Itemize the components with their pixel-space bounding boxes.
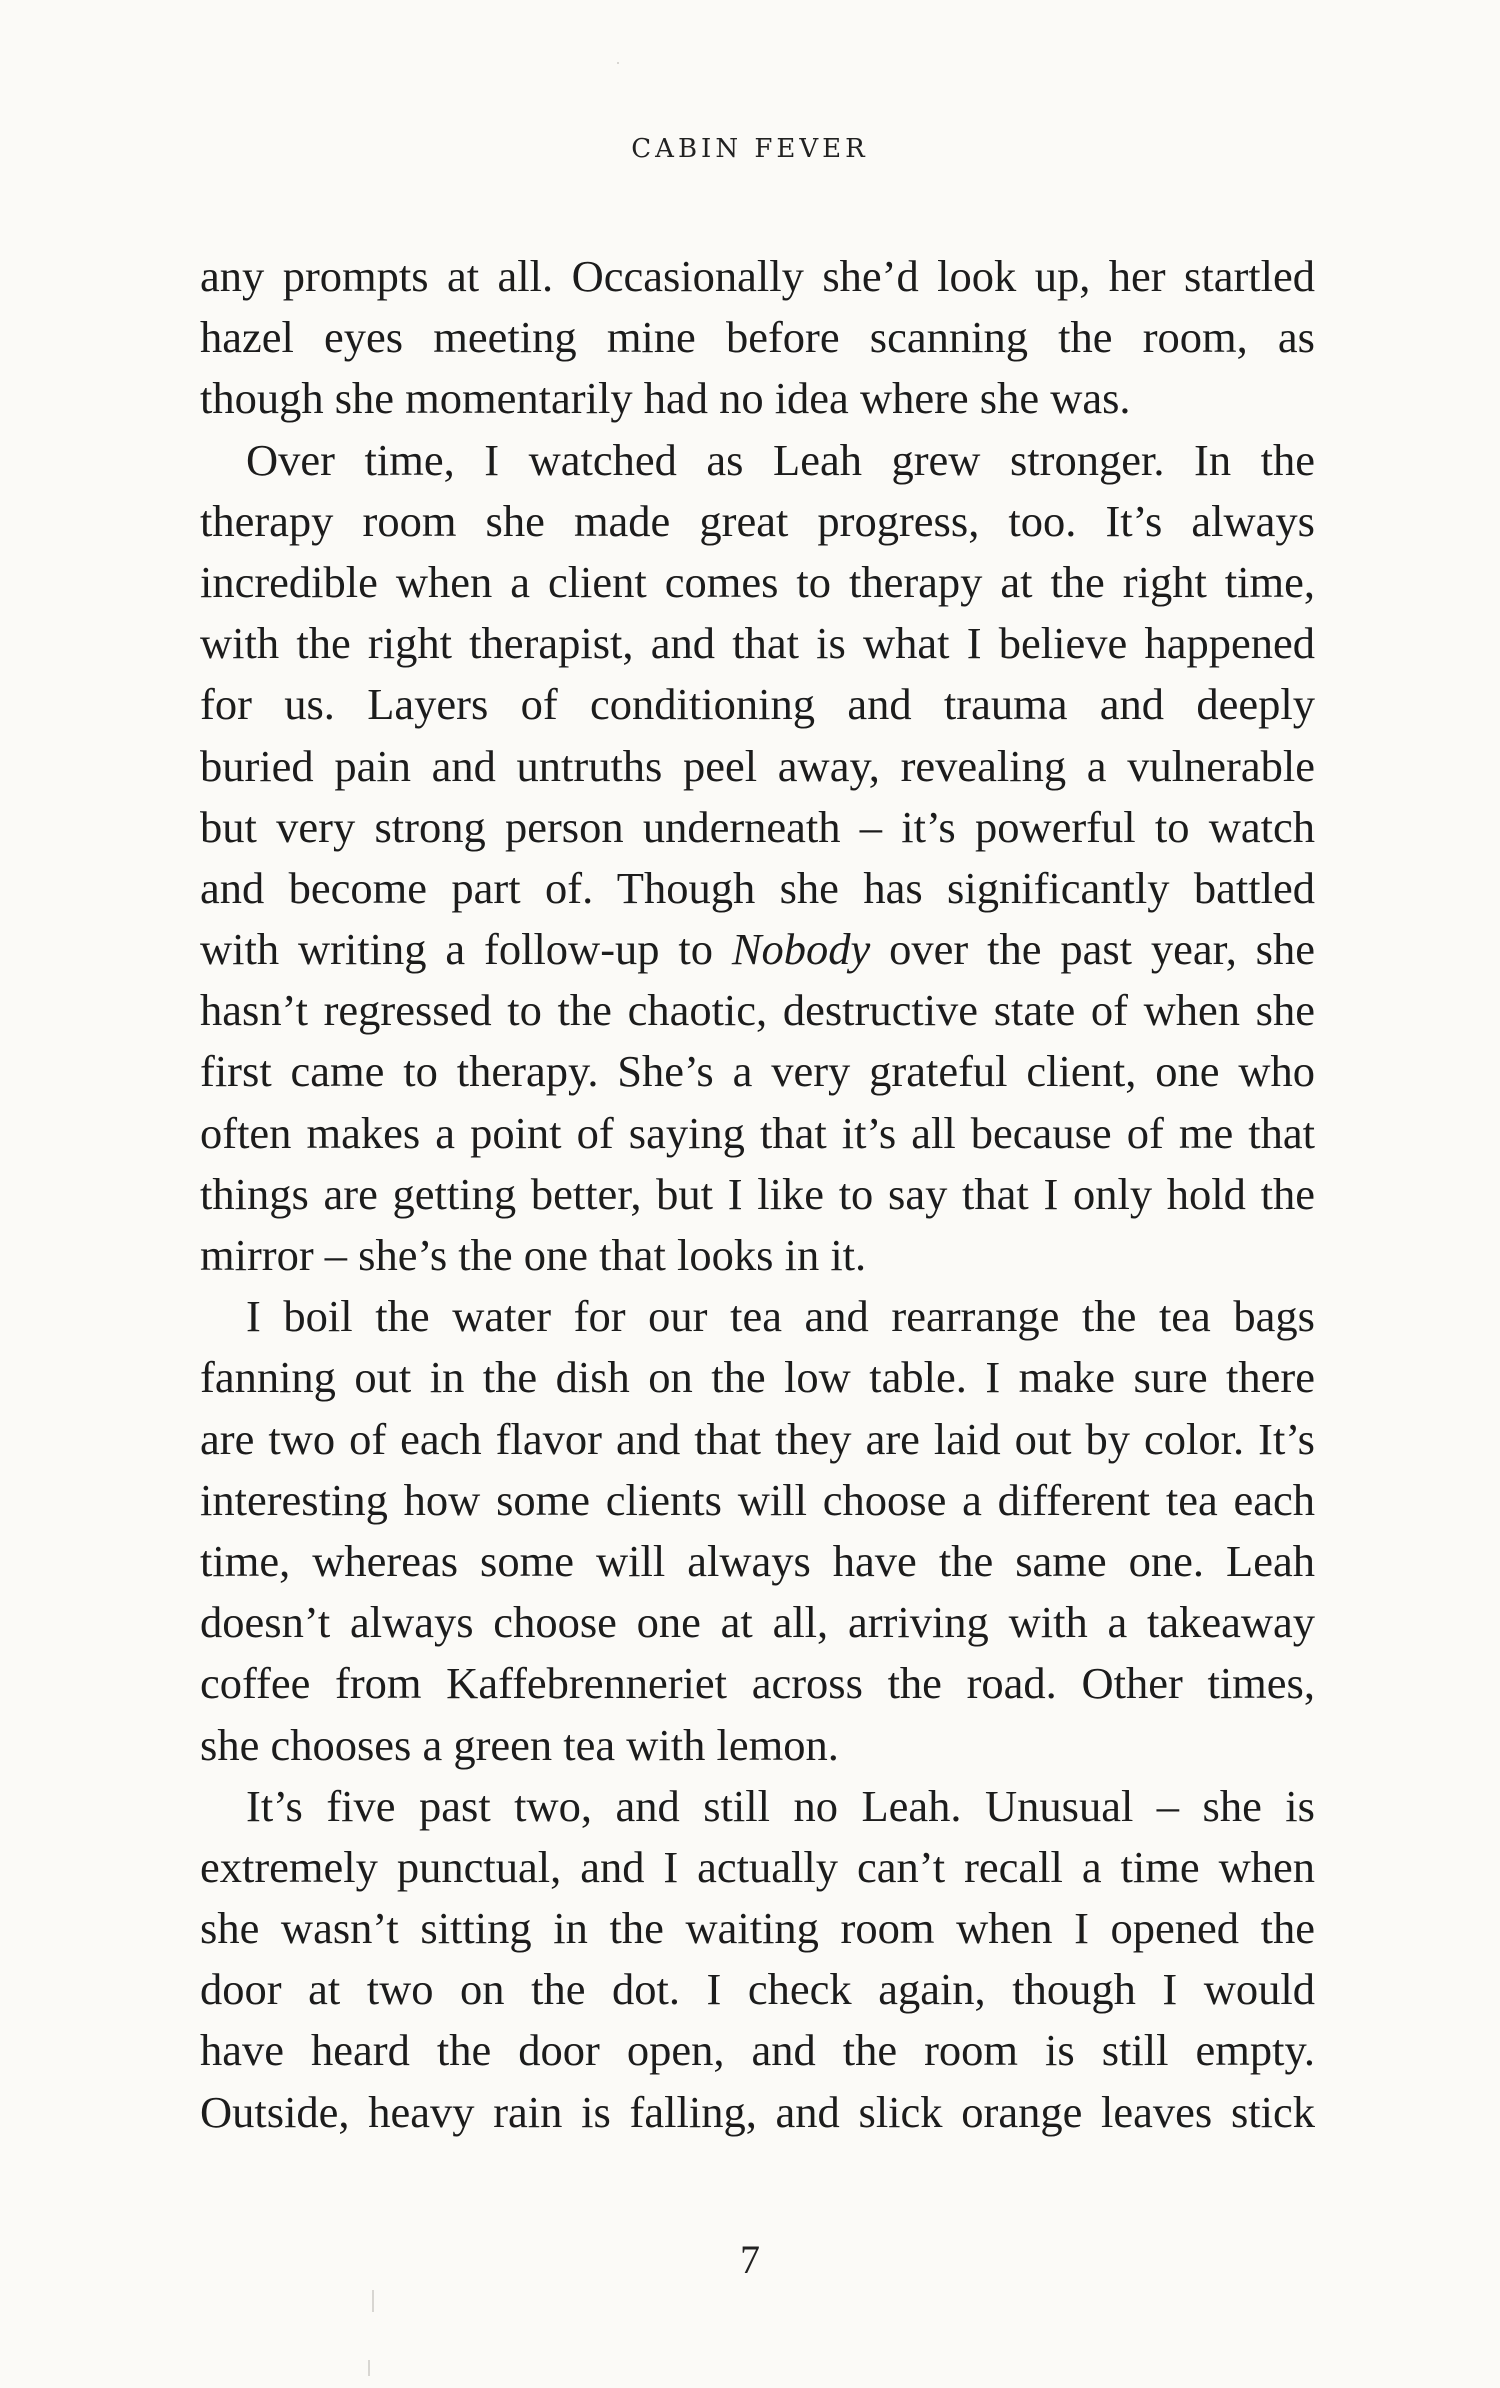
text-line — [200, 736, 1315, 797]
text-line-content: though she momentarily had no idea where she was. — [200, 373, 1131, 424]
scan-mark — [372, 2290, 374, 2312]
text-line-content: door at two on the dot. I check again, though I would — [200, 1964, 1315, 2015]
text-line-content: with writing a follow-up to — [200, 924, 732, 975]
text-line — [200, 430, 1315, 491]
text-line — [200, 1164, 1315, 1225]
text-line-content: buried pain and untruths peel away, revealing a vulnerable — [200, 740, 1315, 791]
text-line — [200, 980, 1315, 1041]
text-line — [200, 1531, 1315, 1592]
scan-mark — [368, 2360, 370, 2376]
text-line — [200, 1837, 1315, 1898]
text-line — [200, 2082, 1315, 2143]
text-line-content: and become part of. Though she has significantly battled — [200, 862, 1315, 913]
text-line — [200, 1715, 1315, 1776]
text-line — [200, 368, 1315, 429]
text-line-content: Over time, I watched as Leah grew stronger. In the — [246, 434, 1315, 485]
text-line-content: I boil the water for our tea and rearrange the tea bags — [246, 1291, 1315, 1342]
text-line — [200, 919, 1315, 980]
text-line — [200, 1470, 1315, 1531]
text-line-content: any prompts at all. Occasionally she’d look up, her startled — [200, 251, 1315, 301]
text-line-content: things are getting better, but I like to say that I only hold the — [200, 1168, 1315, 1219]
text-line-content: with the right therapist, and that is what I believe happened — [200, 618, 1315, 669]
text-line — [200, 1776, 1315, 1837]
text-line — [200, 1898, 1315, 1959]
text-line-content: therapy room she made great progress, too. It’s always — [200, 495, 1315, 546]
text-line — [200, 1041, 1315, 1102]
text-line-content: extremely punctual, and I actually can’t recall a time when — [200, 1841, 1315, 1892]
text-line-content: over the past year, she — [870, 924, 1315, 975]
text-line — [200, 1225, 1315, 1286]
text-line — [200, 491, 1315, 552]
text-line-content: coffee from Kaffebrenneriet across the road. Other times, — [200, 1658, 1315, 1709]
text-line — [200, 2020, 1315, 2081]
text-line-content: have heard the door open, and the room is still empty. — [200, 2025, 1315, 2076]
text-line-content: she wasn’t sitting in the waiting room when I opened the — [200, 1903, 1315, 1954]
text-line-content: fanning out in the dish on the low table. I make sure there — [200, 1352, 1315, 1403]
text-line — [200, 1653, 1315, 1714]
text-line — [200, 552, 1315, 613]
text-line-content: often makes a point of saying that it’s all because of me that — [200, 1107, 1315, 1158]
text-line-content: hasn’t regressed to the chaotic, destructive state of when she — [200, 985, 1315, 1036]
text-line-content: for us. Layers of conditioning and trauma and deeply — [200, 679, 1315, 730]
text-line-content: she chooses a green tea with lemon. — [200, 1719, 839, 1770]
text-line — [200, 1286, 1315, 1347]
page-number: 7 — [740, 2237, 760, 2282]
body-text — [200, 246, 1315, 2143]
text-line — [200, 1592, 1315, 1653]
book-title-italic: Nobody — [731, 924, 871, 975]
text-line-content: It’s five past two, and still no Leah. Unusual – she is — [246, 1780, 1315, 1831]
text-line — [200, 1409, 1315, 1470]
scan-mark — [617, 62, 619, 64]
text-line-content: Outside, heavy rain is falling, and slick orange leaves stick — [200, 2086, 1315, 2137]
text-line — [200, 674, 1315, 735]
text-line — [200, 613, 1315, 674]
running-head: CABIN FEVER — [631, 134, 869, 164]
text-line — [200, 246, 1315, 307]
text-line — [200, 1103, 1315, 1164]
text-line — [200, 1959, 1315, 2020]
text-line — [200, 1347, 1315, 1408]
text-line — [200, 858, 1315, 919]
text-line-content: incredible when a client comes to therapy at the right time, — [200, 556, 1315, 607]
text-line-content: time, whereas some will always have the same one. Leah — [200, 1535, 1315, 1586]
text-line — [200, 307, 1315, 368]
text-line-content: first came to therapy. She’s a very grateful client, one who — [200, 1046, 1315, 1097]
text-line — [200, 797, 1315, 858]
text-line-content: hazel eyes meeting mine before scanning the room, as — [200, 312, 1315, 363]
text-line-content: doesn’t always choose one at all, arriving with a takeaway — [200, 1597, 1315, 1648]
text-line-content: mirror – she’s the one that looks in it. — [200, 1230, 867, 1280]
text-line-content: but very strong person underneath – it’s powerful to watch — [200, 801, 1315, 852]
text-line-content: are two of each flavor and that they are laid out by color. It’s — [200, 1413, 1315, 1464]
text-line-content: interesting how some clients will choose a different tea each — [200, 1474, 1315, 1525]
